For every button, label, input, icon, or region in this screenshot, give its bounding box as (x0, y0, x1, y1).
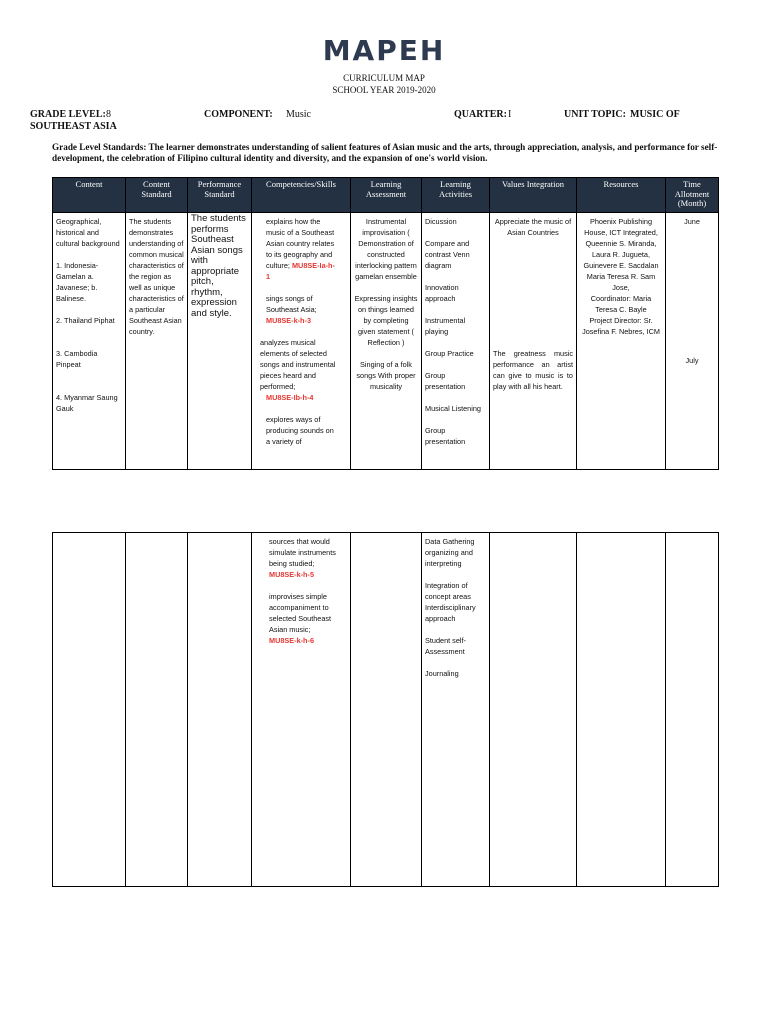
content-cell (53, 213, 126, 470)
competency-code: MU8SE-k-h-3 (266, 316, 312, 325)
resources-cell (577, 533, 666, 887)
content-item: 3. Cambodia Pinpeat (56, 349, 98, 369)
table-row (53, 533, 719, 887)
assessment-cell (351, 533, 422, 887)
resources-cell (577, 213, 666, 470)
header-values-integration: Values Integration (490, 178, 577, 213)
values-item: Appreciate the music of Asian Countries (494, 217, 572, 237)
resource-item: Coordinator: Maria Teresa C. Bayle (590, 294, 652, 314)
component-value: Music (286, 109, 311, 120)
activity-item: Innovation approach (425, 283, 459, 303)
competency-text: sources that would simulate instruments being studied; (269, 537, 336, 568)
competency-text: sings songs of Southeast Asia; (266, 294, 317, 314)
unit-topic-value: MUSIC OF (630, 109, 680, 120)
competency-code: MU8SE-k-h-5 (269, 570, 315, 579)
unit-topic-label: UNIT TOPIC: (564, 109, 626, 120)
time-item: July (685, 356, 699, 365)
header-learning-activities: Learning Activities (422, 178, 490, 213)
school-year-subtitle: SCHOOL YEAR 2019-2020 (332, 85, 436, 95)
competency-code: MU8SE-Ib-h-4 (266, 393, 314, 402)
curriculum-map-subtitle: CURRICULUM MAP (343, 73, 425, 83)
header-content: Content (53, 178, 126, 213)
quarter-label: QUARTER: (454, 109, 507, 120)
competencies-cell (252, 533, 351, 887)
resource-item: Project Director: Sr. Josefina F. Nebres, ICM (582, 316, 660, 336)
header-learning-assessment: Learning Assessment (351, 178, 422, 213)
activity-item: Journaling (425, 669, 459, 678)
table-row (53, 213, 719, 470)
header-resources: Resources (577, 178, 666, 213)
content-item: Geographical, historical and cultural background (56, 217, 120, 248)
activity-item: Student self-Assessment (425, 636, 466, 656)
assessment-cell (351, 213, 422, 470)
unit-topic-value-continued: SOUTHEAST ASIA (30, 121, 117, 132)
header-competencies: Competencies/Skills (252, 178, 351, 213)
content-standard-cell (126, 213, 188, 470)
grade-level-label: GRADE LEVEL: (30, 109, 106, 120)
curriculum-table-2 (52, 532, 719, 887)
activity-item: Musical Listening (425, 404, 481, 413)
assessment-item: Expressing insights on things learned by completing given statement ( Reflection ) (354, 294, 418, 347)
activity-item: Group presentation (425, 426, 466, 446)
document-title: MAPEH (322, 34, 446, 67)
activity-item: Instrumental playing (425, 316, 466, 336)
activities-cell (422, 533, 490, 887)
quarter-value: I (508, 109, 512, 120)
content-cell (53, 533, 126, 887)
competency-text: analyzes musical elements of selected songs and instrumental pieces heard and performed; (260, 338, 336, 391)
curriculum-table-1 (52, 177, 719, 470)
grade-level-standards: Grade Level Standards: The learner demonstrates understanding of salient features of Asian music and the arts, through appreciation, analysis, and performance for self-development, the celebration of Filipino cultural identity and diversity, and the expansion of one's world vision. (52, 142, 718, 163)
values-cell (490, 533, 577, 887)
performance-standard-text: The students performs Southeast Asian songs with appropriate pitch, rhythm, expression and style. (191, 213, 246, 319)
time-item: June (684, 217, 700, 226)
time-cell (666, 533, 719, 887)
competency-code: MU8SE-k-h-6 (269, 636, 315, 645)
activity-item: Group Practice (425, 349, 474, 358)
resource-item: Phoenix Publishing House, ICT Integrated, Queennie S. Miranda, Laura R. Jugueta, Guinevere E. Sacdalan (583, 217, 659, 270)
values-cell (490, 213, 577, 470)
assessment-item: Instrumental improvisation ( Demonstration of constructed interlocking pattern gamelan ensemble (355, 217, 417, 281)
performance-standard-cell (188, 213, 252, 470)
time-cell (666, 213, 719, 470)
activity-item: Data Gathering organizing and interpreting (425, 537, 475, 568)
activity-item: Integration of concept areas Interdisciplinary approach (425, 581, 476, 623)
header-content-standard: Content Standard (126, 178, 188, 213)
competency-text: improvises simple accompaniment to selected Southeast Asian music; (269, 592, 332, 634)
activities-cell (422, 213, 490, 470)
values-item: The greatness music performance an artist can give to music is to play with all his heart. (493, 349, 573, 391)
table-header-row (53, 178, 719, 213)
activity-item: Compare and contrast Venn diagram (425, 239, 470, 270)
header-performance-standard: Performance Standard (188, 178, 252, 213)
competencies-cell (252, 213, 351, 470)
activity-item: Group presentation (425, 371, 466, 391)
activity-item: Dicussion (425, 217, 457, 226)
assessment-item: Singing of a folk songs With proper musicality (356, 360, 416, 391)
grade-level-value: 8 (106, 109, 111, 120)
resource-item: Maria Teresa R. Sam Jose, (586, 272, 656, 292)
competency-text: explores ways of producing sounds on a variety of (266, 415, 334, 446)
component-label: COMPONENT: (204, 109, 273, 120)
content-item: 2. Thailand Piphat (56, 316, 115, 325)
content-standard-text: The students demonstrates understanding of common musical characteristics of the region as well as unique characteristics of a particular Southeast Asian country. (129, 217, 184, 336)
competency-code: MU8SE-Ia-h-1 (266, 261, 335, 281)
content-item: 1. Indonesia- Gamelan a. Javanese; b. Balinese. (56, 261, 99, 303)
competency-text: explains how the music of a Southeast Asian country relates to its geography and culture; (266, 217, 335, 270)
content-item: 4. Myanmar Saung Gauk (56, 393, 118, 413)
content-standard-cell (126, 533, 188, 887)
performance-standard-cell (188, 533, 252, 887)
header-time-allotment: Time Allotment (Month) (666, 178, 719, 213)
